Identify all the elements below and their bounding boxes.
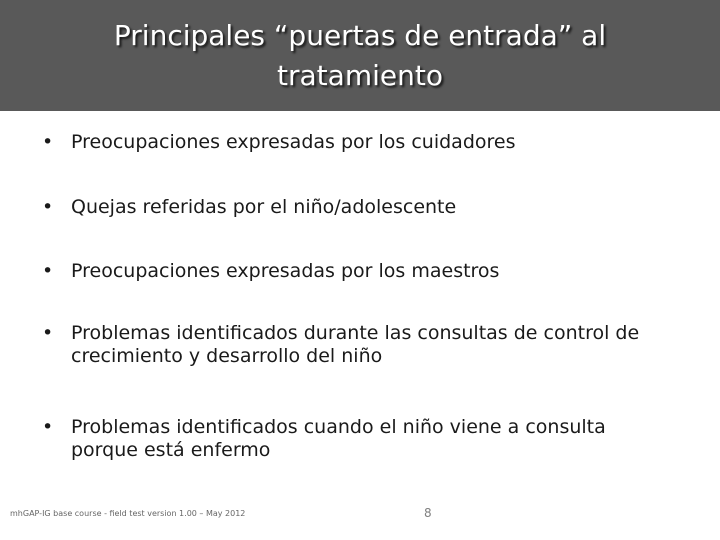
bullet-item	[42, 131, 682, 154]
footer-text: mhGAP-IG base course - field test version 1.00 – May 2012	[10, 509, 246, 518]
slide-title: Principales “puertas de entrada” al tratamiento	[113, 18, 607, 92]
title-bar	[0, 0, 720, 111]
bullet-icon: •	[42, 416, 54, 438]
bullet-icon: •	[42, 131, 54, 153]
page-number: 8	[424, 506, 432, 520]
bullet-text: Preocupaciones expresadas por los cuidadores	[71, 131, 516, 153]
bullet-text: Preocupaciones expresadas por los maestros	[71, 260, 500, 282]
bullet-icon: •	[42, 322, 54, 344]
bullet-item	[42, 196, 682, 219]
bullet-text: Quejas referidas por el niño/adolescente	[71, 196, 457, 218]
bullet-icon: •	[42, 196, 54, 218]
bullet-item	[42, 416, 642, 462]
bullet-text: Problemas identificados durante las consultas de control de crecimiento y desarrollo del niño	[71, 322, 640, 367]
bullet-item	[42, 260, 682, 283]
bullet-item	[42, 322, 642, 368]
bullet-icon: •	[42, 260, 54, 282]
bullet-text: Problemas identificados cuando el niño viene a consulta porque está enfermo	[71, 416, 606, 461]
